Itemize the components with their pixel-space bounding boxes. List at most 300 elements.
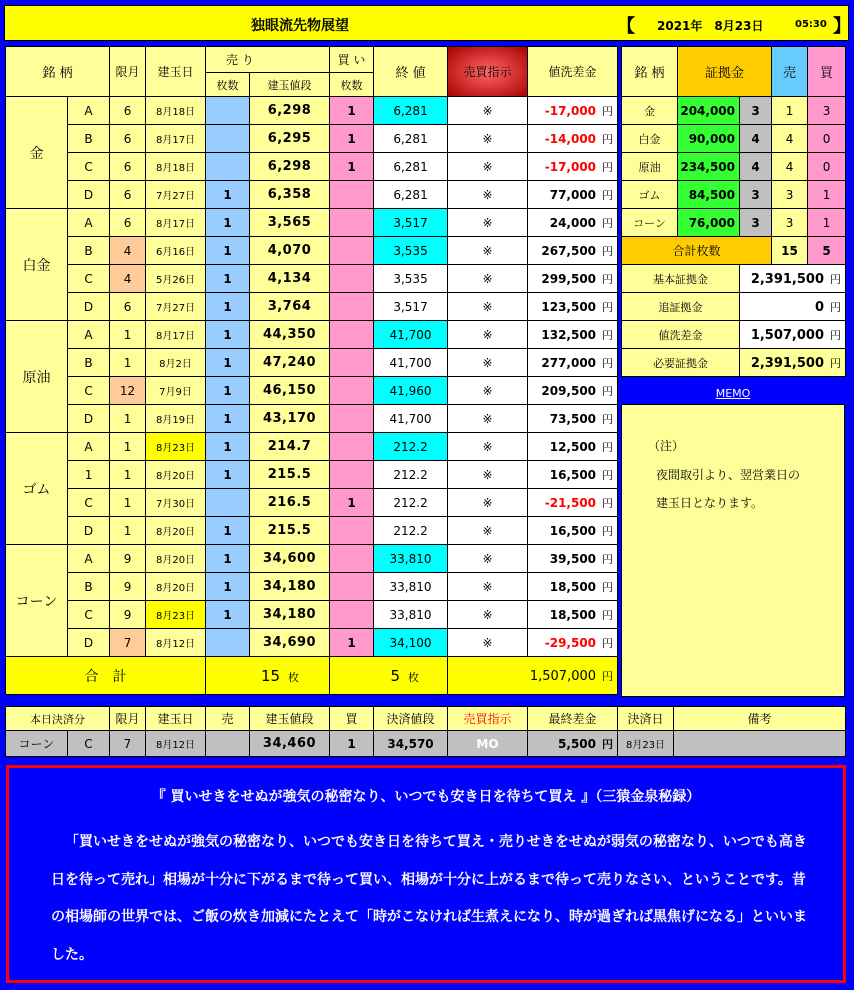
row-diff <box>528 405 618 433</box>
row-diff-yen: 円 <box>602 384 614 398</box>
settlement-settle-date: 8月23日 <box>618 731 674 757</box>
row-sell: 1 <box>206 181 250 209</box>
table-row <box>6 461 618 489</box>
row-month: 1 <box>110 321 146 349</box>
row-sell <box>206 489 250 517</box>
margin-mult: 3 <box>740 209 772 237</box>
summary-yen: 円 <box>830 272 842 286</box>
margin-name: コーン <box>622 209 678 237</box>
margin-header-row <box>622 47 846 97</box>
title-bar <box>4 5 849 41</box>
row-month: 4 <box>110 237 146 265</box>
row-mark: ※ <box>448 293 528 321</box>
row-month: 6 <box>110 153 146 181</box>
row-code: D <box>68 629 110 657</box>
row-mark: ※ <box>448 237 528 265</box>
margin-amount: 84,500 <box>678 181 740 209</box>
margin-total-sell: 15 <box>772 237 808 265</box>
row-diff <box>528 237 618 265</box>
row-diff-value: 77,000 <box>549 187 597 202</box>
quote-heading: 『 買いせきをせぬが強気の秘密なり、いつでも安き日を待ちて買え 』（三猿金泉秘録） <box>151 789 701 805</box>
row-sell: 1 <box>206 265 250 293</box>
row-date: 8月23日 <box>146 433 206 461</box>
positions-table <box>5 46 618 695</box>
settlement-final-yen: 円 <box>602 737 613 751</box>
col-buy: 買 い <box>330 47 374 73</box>
row-code: A <box>68 209 110 237</box>
margin-total-row <box>622 237 846 265</box>
row-buy <box>330 209 374 237</box>
row-sell <box>206 125 250 153</box>
row-diff <box>528 321 618 349</box>
row-buy <box>330 405 374 433</box>
row-price: 6,358 <box>250 181 330 209</box>
summary-value-cell <box>740 349 846 377</box>
summary-yen: 円 <box>830 356 842 370</box>
row-diff <box>528 209 618 237</box>
settlement-final <box>528 731 618 757</box>
settlement-note <box>674 731 846 757</box>
row-diff-yen: 円 <box>602 132 614 146</box>
row-close: 6,281 <box>374 153 448 181</box>
row-sell: 1 <box>206 461 250 489</box>
row-diff-yen: 円 <box>602 356 614 370</box>
table-row <box>6 573 618 601</box>
row-buy <box>330 293 374 321</box>
row-mark: ※ <box>448 209 528 237</box>
row-buy: 1 <box>330 489 374 517</box>
row-price: 214.7 <box>250 433 330 461</box>
row-buy: 1 <box>330 629 374 657</box>
row-diff-yen: 円 <box>602 412 614 426</box>
table-row <box>6 489 618 517</box>
table-row <box>6 377 618 405</box>
margin-row <box>622 209 846 237</box>
quote-panel <box>6 765 846 983</box>
row-price: 43,170 <box>250 405 330 433</box>
settlement-col-settle-price: 決済値段 <box>374 707 448 731</box>
row-price: 34,180 <box>250 573 330 601</box>
row-price: 34,600 <box>250 545 330 573</box>
memo-panel <box>621 404 845 697</box>
col-owarine: 終 値 <box>374 47 448 97</box>
row-sell: 1 <box>206 405 250 433</box>
total-sell-cell <box>206 657 330 695</box>
row-mark: ※ <box>448 517 528 545</box>
settlement-col-order: 売買指示 <box>448 707 528 731</box>
row-diff-yen: 円 <box>602 244 614 258</box>
settlement-name: コーン <box>6 731 68 757</box>
row-diff-value: 16,500 <box>549 523 597 538</box>
row-close: 3,517 <box>374 293 448 321</box>
summary-label: 基本証拠金 <box>622 265 740 293</box>
row-diff-yen: 円 <box>602 524 614 538</box>
row-date: 8月17日 <box>146 321 206 349</box>
row-price: 44,350 <box>250 321 330 349</box>
row-date: 8月23日 <box>146 601 206 629</box>
row-diff-value: 299,500 <box>541 271 597 286</box>
row-buy <box>330 181 374 209</box>
row-close: 6,281 <box>374 181 448 209</box>
total-label-cell <box>6 657 206 695</box>
row-diff <box>528 377 618 405</box>
row-close: 33,810 <box>374 545 448 573</box>
margin-mult: 4 <box>740 125 772 153</box>
row-close: 41,700 <box>374 349 448 377</box>
total-buy-count: 5 <box>390 666 401 685</box>
group-name: コーン <box>6 545 68 657</box>
margin-row <box>622 125 846 153</box>
table-row <box>6 545 618 573</box>
row-diff <box>528 349 618 377</box>
row-diff-value: 277,000 <box>541 355 597 370</box>
row-diff-value: -17,000 <box>544 103 597 118</box>
row-diff-value: 209,500 <box>541 383 597 398</box>
row-close: 34,100 <box>374 629 448 657</box>
row-month: 9 <box>110 573 146 601</box>
settlement-row <box>6 731 846 757</box>
margin-sell: 3 <box>772 181 808 209</box>
row-date: 5月26日 <box>146 265 206 293</box>
margin-summary-row <box>622 321 846 349</box>
row-date: 8月18日 <box>146 97 206 125</box>
row-month: 7 <box>110 629 146 657</box>
settlement-buy: 1 <box>330 731 374 757</box>
row-diff-value: 132,500 <box>541 327 597 342</box>
table-row <box>6 209 618 237</box>
row-code: C <box>68 377 110 405</box>
total-sell-count: 15 <box>260 666 281 685</box>
row-sell: 1 <box>206 321 250 349</box>
total-diff-cell <box>448 657 618 695</box>
row-diff-yen: 円 <box>602 272 614 286</box>
row-buy <box>330 433 374 461</box>
margin-sell: 4 <box>772 125 808 153</box>
row-buy <box>330 461 374 489</box>
row-sell <box>206 153 250 181</box>
row-price: 215.5 <box>250 517 330 545</box>
row-price: 4,134 <box>250 265 330 293</box>
table-row <box>6 433 618 461</box>
row-mark: ※ <box>448 153 528 181</box>
settlement-order: MO <box>448 731 528 757</box>
row-mark: ※ <box>448 97 528 125</box>
row-mark: ※ <box>448 405 528 433</box>
row-diff-value: -17,000 <box>544 159 597 174</box>
row-close: 212.2 <box>374 489 448 517</box>
row-code: C <box>68 153 110 181</box>
margin-buy: 0 <box>808 125 846 153</box>
row-mark: ※ <box>448 545 528 573</box>
table-row <box>6 629 618 657</box>
row-date: 8月19日 <box>146 405 206 433</box>
margin-buy: 0 <box>808 153 846 181</box>
row-diff <box>528 489 618 517</box>
row-close: 3,535 <box>374 237 448 265</box>
row-price: 6,298 <box>250 97 330 125</box>
margin-summary-row <box>622 293 846 321</box>
summary-label: 値洗差金 <box>622 321 740 349</box>
row-diff-value: 123,500 <box>541 299 597 314</box>
memo-line-2: 建玉日となります。 <box>656 496 764 510</box>
settlement-col-price: 建玉値段 <box>250 707 330 731</box>
row-code: D <box>68 517 110 545</box>
row-diff-value: 24,000 <box>549 215 597 230</box>
row-month: 1 <box>110 517 146 545</box>
row-diff <box>528 461 618 489</box>
row-month: 1 <box>110 405 146 433</box>
row-diff <box>528 433 618 461</box>
row-mark: ※ <box>448 489 528 517</box>
table-row <box>6 181 618 209</box>
row-date: 8月17日 <box>146 209 206 237</box>
row-diff-value: 39,500 <box>549 551 597 566</box>
row-code: B <box>68 573 110 601</box>
table-row <box>6 601 618 629</box>
total-label: 合 計 <box>84 668 127 685</box>
summary-yen: 円 <box>830 300 842 314</box>
settlement-table <box>5 706 846 757</box>
settlement-header-row <box>6 707 846 731</box>
row-close: 212.2 <box>374 517 448 545</box>
row-mark: ※ <box>448 573 528 601</box>
table-row <box>6 293 618 321</box>
row-close: 3,517 <box>374 209 448 237</box>
table-row <box>6 237 618 265</box>
row-mark: ※ <box>448 461 528 489</box>
margin-summary-row <box>622 265 846 293</box>
group-name: 原油 <box>6 321 68 433</box>
row-sell: 1 <box>206 377 250 405</box>
col-gengetsu: 限月 <box>110 47 146 97</box>
group-name: ゴム <box>6 433 68 545</box>
row-price: 216.5 <box>250 489 330 517</box>
row-close: 212.2 <box>374 461 448 489</box>
row-date: 8月12日 <box>146 629 206 657</box>
margin-row <box>622 153 846 181</box>
row-code: D <box>68 181 110 209</box>
settlement-month: 7 <box>110 731 146 757</box>
margin-name: 原油 <box>622 153 678 181</box>
margin-buy: 1 <box>808 209 846 237</box>
total-sell-unit: 枚 <box>288 670 300 684</box>
row-diff-yen: 円 <box>602 104 614 118</box>
row-diff-yen: 円 <box>602 328 614 342</box>
row-close: 6,281 <box>374 125 448 153</box>
col-meigara: 銘 柄 <box>6 47 110 97</box>
margin-buy: 1 <box>808 181 846 209</box>
table-row <box>6 517 618 545</box>
row-code: D <box>68 293 110 321</box>
row-diff <box>528 125 618 153</box>
row-price: 215.5 <box>250 461 330 489</box>
row-diff-yen: 円 <box>602 440 614 454</box>
row-price: 47,240 <box>250 349 330 377</box>
total-diff-yen: 円 <box>602 669 614 683</box>
col-tategyoku-date: 建玉日 <box>146 47 206 97</box>
row-code: B <box>68 237 110 265</box>
row-sell: 1 <box>206 293 250 321</box>
row-date: 8月20日 <box>146 573 206 601</box>
row-diff <box>528 517 618 545</box>
summary-value-cell <box>740 321 846 349</box>
memo-link[interactable]: MEMO <box>715 387 751 400</box>
row-date: 8月17日 <box>146 125 206 153</box>
row-mark: ※ <box>448 377 528 405</box>
row-diff <box>528 181 618 209</box>
row-buy: 1 <box>330 125 374 153</box>
row-close: 3,535 <box>374 265 448 293</box>
row-code: A <box>68 545 110 573</box>
settlement-col-gengetsu: 限月 <box>110 707 146 731</box>
row-code: 1 <box>68 461 110 489</box>
margin-amount: 234,500 <box>678 153 740 181</box>
margin-col-buy: 買 <box>808 47 846 97</box>
row-diff <box>528 265 618 293</box>
row-code: C <box>68 601 110 629</box>
row-date: 8月18日 <box>146 153 206 181</box>
total-buy-unit: 枚 <box>408 670 420 684</box>
row-diff-yen: 円 <box>602 496 614 510</box>
row-diff-yen: 円 <box>602 636 614 650</box>
col-tategyoku-price: 建玉値段 <box>250 73 330 97</box>
margin-sell: 3 <box>772 209 808 237</box>
margin-amount: 90,000 <box>678 125 740 153</box>
positions-header-row <box>6 47 618 73</box>
margin-total-buy: 5 <box>808 237 846 265</box>
memo-header <box>621 383 845 403</box>
row-code: A <box>68 321 110 349</box>
row-mark: ※ <box>448 265 528 293</box>
settlement-price: 34,460 <box>250 731 330 757</box>
row-buy <box>330 349 374 377</box>
row-close: 6,281 <box>374 97 448 125</box>
row-sell: 1 <box>206 209 250 237</box>
margin-name: ゴム <box>622 181 678 209</box>
table-row <box>6 125 618 153</box>
settlement-col-note: 備考 <box>674 707 846 731</box>
row-date: 8月2日 <box>146 349 206 377</box>
row-code: B <box>68 125 110 153</box>
row-price: 3,565 <box>250 209 330 237</box>
total-buy-cell <box>330 657 448 695</box>
row-buy <box>330 573 374 601</box>
margin-mult: 4 <box>740 153 772 181</box>
row-sell <box>206 97 250 125</box>
row-month: 1 <box>110 433 146 461</box>
row-diff-value: 12,500 <box>549 439 597 454</box>
row-date: 7月30日 <box>146 489 206 517</box>
table-row <box>6 153 618 181</box>
memo-line-1: 夜間取引より、翌営業日の <box>656 468 801 482</box>
row-buy <box>330 601 374 629</box>
row-date: 7月9日 <box>146 377 206 405</box>
margin-table <box>621 46 846 377</box>
row-mark: ※ <box>448 321 528 349</box>
row-month: 1 <box>110 461 146 489</box>
row-price: 6,295 <box>250 125 330 153</box>
row-diff <box>528 601 618 629</box>
row-close: 41,700 <box>374 405 448 433</box>
table-row <box>6 349 618 377</box>
margin-sell: 4 <box>772 153 808 181</box>
group-name: 金 <box>6 97 68 209</box>
settlement-settle-price: 34,570 <box>374 731 448 757</box>
row-price: 46,150 <box>250 377 330 405</box>
settlement-code: C <box>68 731 110 757</box>
summary-value: 2,391,500 <box>750 355 825 371</box>
margin-amount: 204,000 <box>678 97 740 125</box>
row-code: A <box>68 97 110 125</box>
row-buy <box>330 237 374 265</box>
row-date: 8月20日 <box>146 545 206 573</box>
settlement-final-value: 5,500 <box>558 736 596 751</box>
row-code: A <box>68 433 110 461</box>
col-sell-count: 枚数 <box>206 73 250 97</box>
row-buy <box>330 265 374 293</box>
row-diff-yen: 円 <box>602 608 614 622</box>
report-date: 2021年 8月23日 <box>657 19 764 33</box>
table-row <box>6 321 618 349</box>
margin-row <box>622 181 846 209</box>
row-mark: ※ <box>448 601 528 629</box>
row-mark: ※ <box>448 629 528 657</box>
row-diff-yen: 円 <box>602 580 614 594</box>
settlement-label: 本日決済分 <box>6 707 110 731</box>
margin-buy: 3 <box>808 97 846 125</box>
settlement-col-buy: 買 <box>330 707 374 731</box>
row-month: 6 <box>110 181 146 209</box>
row-sell: 1 <box>206 237 250 265</box>
row-buy <box>330 377 374 405</box>
row-diff <box>528 97 618 125</box>
row-date: 8月20日 <box>146 461 206 489</box>
row-month: 9 <box>110 601 146 629</box>
row-diff-value: 267,500 <box>541 243 597 258</box>
margin-col-shokokin: 証拠金 <box>678 47 772 97</box>
row-date: 6月16日 <box>146 237 206 265</box>
row-month: 6 <box>110 209 146 237</box>
row-diff-yen: 円 <box>602 552 614 566</box>
row-diff-value: 16,500 <box>549 467 597 482</box>
row-mark: ※ <box>448 125 528 153</box>
row-price: 34,690 <box>250 629 330 657</box>
row-diff <box>528 545 618 573</box>
row-sell: 1 <box>206 573 250 601</box>
summary-value: 0 <box>814 299 825 315</box>
total-diff-value: 1,507,000 <box>529 668 597 684</box>
margin-mult: 3 <box>740 97 772 125</box>
row-diff-value: -21,500 <box>544 495 597 510</box>
col-neaarai: 値洗差金 <box>528 47 618 97</box>
summary-value: 1,507,000 <box>750 327 825 343</box>
row-price: 34,180 <box>250 601 330 629</box>
row-price: 6,298 <box>250 153 330 181</box>
margin-col-meigara: 銘 柄 <box>622 47 678 97</box>
row-buy: 1 <box>330 153 374 181</box>
row-sell: 1 <box>206 349 250 377</box>
row-diff-yen: 円 <box>602 216 614 230</box>
row-mark: ※ <box>448 433 528 461</box>
settlement-date: 8月12日 <box>146 731 206 757</box>
bracket-close: 】 <box>833 16 851 37</box>
row-month: 9 <box>110 545 146 573</box>
margin-total-label: 合計枚数 <box>622 237 772 265</box>
group-name: 白金 <box>6 209 68 321</box>
row-price: 3,764 <box>250 293 330 321</box>
row-code: C <box>68 489 110 517</box>
row-diff-value: 18,500 <box>549 607 597 622</box>
